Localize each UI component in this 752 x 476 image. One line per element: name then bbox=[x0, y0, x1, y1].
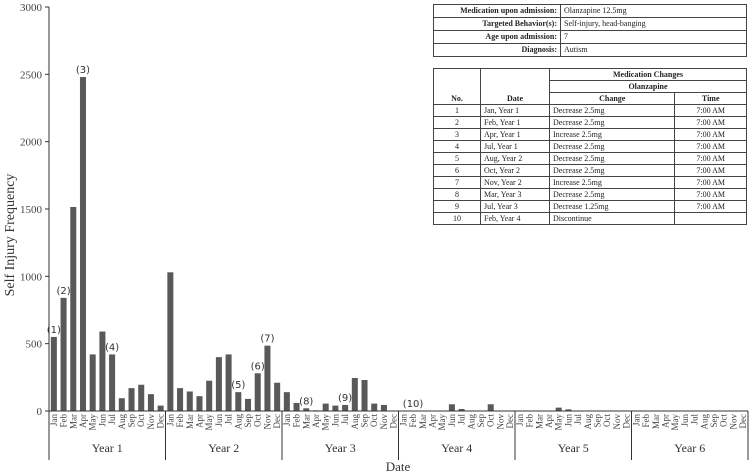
med-change-row bbox=[434, 153, 747, 165]
month-tick-label: Feb bbox=[408, 414, 419, 428]
month-tick-label: Apr bbox=[543, 414, 554, 428]
row-change: Decrease 2.5mg bbox=[550, 117, 675, 129]
row-time: 7:00 AM bbox=[675, 189, 747, 201]
row-number: 2 bbox=[434, 117, 481, 129]
month-tick-label: May bbox=[320, 414, 331, 431]
month-tick-label: Sep bbox=[592, 414, 603, 428]
info-row bbox=[434, 44, 747, 57]
row-time: 7:00 AM bbox=[675, 141, 747, 153]
y-tick-label: 2500 bbox=[20, 69, 42, 82]
annotation-label: (8) bbox=[299, 396, 314, 408]
medication-changes-table bbox=[433, 68, 747, 225]
month-tick-label: Aug bbox=[466, 414, 477, 430]
month-tick-label: Jul bbox=[573, 414, 584, 425]
row-change: Decrease 2.5mg bbox=[550, 105, 675, 117]
month-tick-label: Feb bbox=[175, 414, 186, 428]
month-tick-label: Jul bbox=[456, 414, 467, 425]
row-number: 10 bbox=[434, 213, 481, 225]
info-value: Self-injury, head-banging bbox=[561, 18, 747, 31]
x-axis-label: Date bbox=[385, 459, 411, 474]
month-tick-label: Jan bbox=[631, 414, 642, 426]
bar bbox=[216, 357, 222, 411]
row-number: 9 bbox=[434, 201, 481, 213]
month-tick-label: Jul bbox=[223, 414, 234, 425]
med-change-row bbox=[434, 117, 747, 129]
info-label: Medication upon admission: bbox=[434, 5, 561, 18]
row-date: Jul, Year 3 bbox=[481, 201, 550, 213]
bar bbox=[449, 404, 455, 411]
y-axis-label: Self Injury Frequency bbox=[3, 173, 18, 297]
row-date: Jul, Year 1 bbox=[481, 141, 550, 153]
month-tick-label: Feb bbox=[641, 414, 652, 428]
month-tick-label: Sep bbox=[709, 414, 720, 428]
bar bbox=[148, 394, 154, 411]
bar bbox=[245, 399, 251, 411]
info-row bbox=[434, 5, 747, 18]
month-tick-label: Sep bbox=[359, 414, 370, 428]
bar bbox=[352, 378, 358, 411]
year-label: Year 3 bbox=[324, 441, 356, 455]
bar bbox=[119, 398, 125, 411]
year-label: Year 1 bbox=[91, 441, 123, 455]
bar bbox=[167, 272, 173, 411]
row-time bbox=[675, 213, 747, 225]
row-time: 7:00 AM bbox=[675, 201, 747, 213]
month-tick-label: Oct bbox=[602, 414, 613, 427]
month-tick-label: Dec bbox=[272, 414, 283, 429]
bar bbox=[381, 405, 387, 411]
month-tick-label: Jan bbox=[281, 414, 292, 426]
month-tick-label: Feb bbox=[291, 414, 302, 428]
month-tick-label: Sep bbox=[243, 414, 254, 428]
row-number: 7 bbox=[434, 177, 481, 189]
bar bbox=[342, 405, 348, 411]
month-tick-label: Nov bbox=[145, 414, 156, 430]
y-tick-label: 500 bbox=[25, 338, 42, 351]
annotation-label: (10) bbox=[402, 399, 424, 410]
x-axis bbox=[49, 411, 748, 460]
month-tick-label: Mar bbox=[184, 414, 195, 429]
info-row bbox=[434, 31, 747, 44]
drug-header: Olanzapine bbox=[550, 81, 747, 93]
bar bbox=[61, 298, 67, 411]
month-tick-label: Nov bbox=[262, 414, 273, 430]
col-time-header: Time bbox=[675, 93, 747, 105]
month-tick-label: Oct bbox=[718, 414, 729, 427]
month-tick-label: Mar bbox=[534, 414, 545, 429]
month-tick-label: Jan bbox=[514, 414, 525, 426]
month-tick-label: Apr bbox=[310, 414, 321, 428]
med-change-row bbox=[434, 189, 747, 201]
med-change-row bbox=[434, 141, 747, 153]
row-time: 7:00 AM bbox=[675, 165, 747, 177]
month-tick-label: Apr bbox=[660, 414, 671, 428]
row-change: Decrease 2.5mg bbox=[550, 153, 675, 165]
month-tick-label: Oct bbox=[136, 414, 147, 427]
bar bbox=[323, 404, 329, 411]
info-row bbox=[434, 18, 747, 31]
row-change: Discontinue bbox=[550, 213, 675, 225]
month-tick-label: May bbox=[437, 414, 448, 431]
info-label: Age upon admission: bbox=[434, 31, 561, 44]
month-tick-label: Feb bbox=[58, 414, 69, 428]
row-number: 3 bbox=[434, 129, 481, 141]
row-change: Decrease 1.25mg bbox=[550, 201, 675, 213]
month-tick-label: Aug bbox=[699, 414, 710, 430]
bar bbox=[90, 354, 96, 411]
month-tick-label: Jan bbox=[165, 414, 176, 426]
year-label: Year 2 bbox=[208, 441, 240, 455]
row-number: 8 bbox=[434, 189, 481, 201]
row-date: Aug, Year 2 bbox=[481, 153, 550, 165]
month-tick-label: Feb bbox=[524, 414, 535, 428]
bar bbox=[235, 392, 241, 411]
month-tick-label: Aug bbox=[233, 414, 244, 430]
medication-changes-header: Medication Changes bbox=[550, 69, 747, 81]
month-tick-label: Dec bbox=[388, 414, 399, 429]
row-change: Increase 2.5mg bbox=[550, 129, 675, 141]
bar bbox=[556, 408, 562, 411]
row-date: Apr, Year 1 bbox=[481, 129, 550, 141]
info-value: Olanzapine 12.5mg bbox=[561, 5, 747, 18]
row-date: Nov, Year 2 bbox=[481, 177, 550, 189]
month-tick-label: Dec bbox=[738, 414, 749, 429]
bar bbox=[138, 385, 144, 411]
row-number: 1 bbox=[434, 105, 481, 117]
y-tick-label: 0 bbox=[36, 406, 42, 418]
row-number: 5 bbox=[434, 153, 481, 165]
row-date: Mar, Year 3 bbox=[481, 189, 550, 201]
row-time: 7:00 AM bbox=[675, 177, 747, 189]
y-tick-label: 1500 bbox=[20, 204, 42, 216]
month-tick-label: May bbox=[670, 414, 681, 431]
month-tick-label: Nov bbox=[378, 414, 389, 430]
bar bbox=[70, 207, 76, 411]
info-label: Targeted Behavior(s): bbox=[434, 18, 561, 31]
row-change: Decrease 2.5mg bbox=[550, 165, 675, 177]
year-label: Year 5 bbox=[557, 441, 589, 455]
bar bbox=[158, 406, 164, 411]
month-tick-label: May bbox=[204, 414, 215, 431]
month-tick-label: May bbox=[553, 414, 564, 431]
row-change: Decrease 2.5mg bbox=[550, 141, 675, 153]
row-time: 7:00 AM bbox=[675, 117, 747, 129]
row-date: Jan, Year 1 bbox=[481, 105, 550, 117]
bar bbox=[264, 346, 270, 411]
col-date-header: Date bbox=[481, 69, 550, 105]
bar bbox=[80, 77, 86, 411]
month-tick-label: Jul bbox=[340, 414, 351, 425]
med-change-row bbox=[434, 201, 747, 213]
month-tick-label: Mar bbox=[417, 414, 428, 429]
bar bbox=[196, 396, 202, 411]
row-time: 7:00 AM bbox=[675, 129, 747, 141]
annotation-label: (3) bbox=[75, 65, 91, 77]
year-label: Year 6 bbox=[674, 441, 706, 455]
med-change-row bbox=[434, 213, 747, 225]
month-tick-label: Sep bbox=[476, 414, 487, 428]
row-number: 6 bbox=[434, 165, 481, 177]
year-label: Year 4 bbox=[441, 441, 473, 455]
bar bbox=[129, 388, 135, 411]
bar bbox=[255, 373, 261, 411]
month-tick-label: Apr bbox=[77, 414, 88, 428]
month-tick-label: May bbox=[87, 414, 98, 431]
month-tick-label: Nov bbox=[611, 414, 622, 430]
bar bbox=[332, 406, 338, 411]
annotation-label: (6) bbox=[250, 361, 265, 373]
med-change-row bbox=[434, 177, 747, 189]
month-tick-label: Jan bbox=[398, 414, 409, 426]
month-tick-label: Mar bbox=[68, 414, 79, 429]
month-tick-label: Jun bbox=[97, 414, 108, 427]
month-tick-label: Apr bbox=[427, 414, 438, 428]
y-tick-label: 3000 bbox=[20, 2, 42, 14]
month-tick-label: Jun bbox=[446, 414, 457, 427]
bar bbox=[206, 381, 212, 411]
col-no-header: No. bbox=[434, 69, 481, 105]
month-tick-label: Jun bbox=[679, 414, 690, 427]
row-change: Increase 2.5mg bbox=[550, 177, 675, 189]
month-tick-label: Jun bbox=[563, 414, 574, 427]
row-date: Feb, Year 4 bbox=[481, 213, 550, 225]
info-value: Autism bbox=[561, 44, 747, 57]
col-change-header: Change bbox=[550, 93, 675, 105]
annotation-label: (2) bbox=[56, 285, 71, 297]
bar bbox=[371, 404, 377, 411]
bar bbox=[274, 383, 280, 411]
row-time: 7:00 AM bbox=[675, 153, 747, 165]
row-date: Feb, Year 1 bbox=[481, 117, 550, 129]
info-value: 7 bbox=[561, 31, 747, 44]
bar bbox=[187, 391, 193, 411]
row-date: Oct, Year 2 bbox=[481, 165, 550, 177]
bar bbox=[177, 388, 183, 411]
y-axis bbox=[20, 2, 49, 418]
month-tick-label: Jun bbox=[330, 414, 341, 427]
month-tick-label: Mar bbox=[650, 414, 661, 429]
month-tick-label: Oct bbox=[252, 414, 263, 427]
med-change-row bbox=[434, 129, 747, 141]
month-tick-label: Apr bbox=[194, 414, 205, 428]
row-time: 7:00 AM bbox=[675, 105, 747, 117]
month-tick-label: Dec bbox=[505, 414, 516, 429]
med-change-row bbox=[434, 165, 747, 177]
month-tick-label: Jul bbox=[107, 414, 118, 425]
month-tick-label: Aug bbox=[349, 414, 360, 430]
annotation-label: (9) bbox=[338, 392, 353, 404]
patient-info-table bbox=[433, 4, 747, 57]
med-change-row bbox=[434, 105, 747, 117]
month-tick-label: Oct bbox=[485, 414, 496, 427]
bar bbox=[109, 354, 115, 411]
annotation-label: (4) bbox=[105, 342, 120, 354]
month-tick-label: Aug bbox=[582, 414, 593, 430]
annotation-label: (5) bbox=[231, 380, 246, 392]
y-tick-label: 1000 bbox=[20, 271, 42, 284]
month-tick-label: Jul bbox=[689, 414, 700, 425]
annotation-label: (1) bbox=[46, 324, 61, 336]
month-tick-label: Jun bbox=[213, 414, 224, 427]
info-label: Diagnosis: bbox=[434, 44, 561, 57]
bar bbox=[362, 380, 368, 411]
annotation-label: (7) bbox=[260, 333, 275, 345]
y-tick-label: 2000 bbox=[20, 136, 42, 149]
bar bbox=[488, 404, 494, 411]
month-tick-label: Dec bbox=[621, 414, 632, 429]
bar bbox=[284, 392, 290, 411]
month-tick-label: Sep bbox=[126, 414, 137, 428]
month-tick-label: Nov bbox=[495, 414, 506, 430]
row-number: 4 bbox=[434, 141, 481, 153]
month-tick-label: Nov bbox=[728, 414, 739, 430]
month-tick-label: Oct bbox=[369, 414, 380, 427]
month-tick-label: Mar bbox=[301, 414, 312, 429]
month-tick-label: Aug bbox=[116, 414, 127, 430]
row-change: Decrease 2.5mg bbox=[550, 189, 675, 201]
month-tick-label: Jan bbox=[48, 414, 59, 426]
month-tick-label: Dec bbox=[155, 414, 166, 429]
bar bbox=[51, 337, 57, 411]
